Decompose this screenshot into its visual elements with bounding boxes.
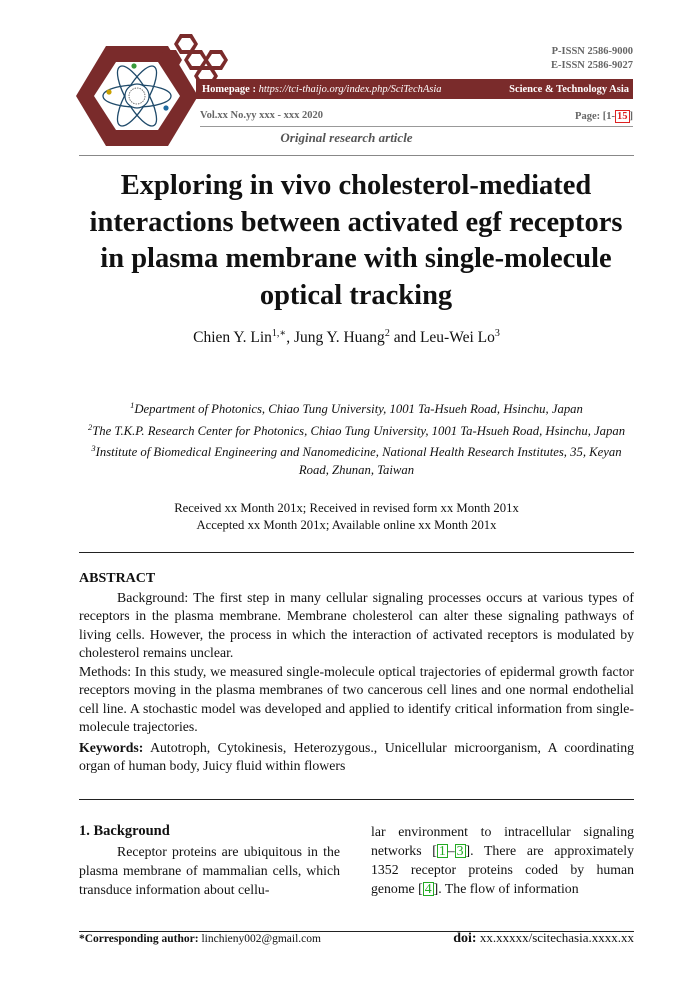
affiliation-mark: 1 <box>130 400 135 410</box>
keywords-text: Autotroph, Cytokinesis, Heterozygous., Unicellular microorganism, A coordinating organ of human body, Juicy fluid within flowers <box>79 739 634 773</box>
affiliation-text: Department of Photonics, Chiao Tung University, 1001 Ta-Hsueh Road, Hsinchu, Japan <box>134 402 583 417</box>
title-line: interactions between activated egf receptors <box>89 206 623 238</box>
author-name: Leu-Wei Lo <box>419 329 495 347</box>
article-type: Original research article <box>280 130 413 145</box>
body-text: lar environment to intracellular signaling networks [ <box>371 824 634 858</box>
body-text: ]. The flow of information <box>433 881 579 896</box>
author-name: Jung Y. Huang <box>293 329 385 347</box>
affiliation-text: The T.K.P. Research Center for Photonics, Chiao Tung University, 1001 Ta-Hsueh Road, Hsinchu, Japan <box>92 423 626 438</box>
body-paragraph <box>371 822 634 898</box>
header-rule <box>79 155 634 156</box>
doi-label: doi: <box>453 931 477 946</box>
affiliation-mark: 3 <box>91 443 96 454</box>
issn-block <box>551 45 633 73</box>
corresponding-email[interactable]: linchieny002@gmail.com <box>198 933 321 945</box>
author-affil-mark: 3 <box>494 328 500 339</box>
page-range <box>575 110 633 123</box>
abstract <box>79 570 634 776</box>
title-line: optical tracking <box>259 279 453 311</box>
page-range-label: Page: [1- <box>575 111 615 122</box>
corresponding-label: *Corresponding author: <box>79 933 199 945</box>
affiliation-mark: 2 <box>87 421 93 432</box>
affiliations <box>79 397 634 480</box>
homepage-label: Homepage : <box>202 83 256 95</box>
abstract-methods: Methods: In this study, we measured single-molecule optical trajectories of epidermal growth factor receptors moving in the plasma membranes of two cancerous cell lines and one normal endothelial cell line. A stochastic model was developed and applied to identify critical information from single-molecule trajectories. <box>79 663 634 734</box>
author-name: Chien Y. Lin <box>193 329 272 347</box>
body-column-right <box>371 822 634 898</box>
keywords <box>79 739 634 776</box>
homepage-banner <box>196 79 633 99</box>
author-affil-mark: 1,∗ <box>271 328 287 339</box>
abstract-heading: ABSTRACT <box>79 571 156 586</box>
paper-title <box>60 168 652 314</box>
author-list <box>0 328 693 347</box>
e-issn: E-ISSN 2586-9027 <box>551 60 633 71</box>
citation-link-4[interactable]: 4 <box>424 881 432 896</box>
article-dates <box>0 500 693 534</box>
journal-name: Science & Technology Asia <box>509 83 629 95</box>
keywords-label: Keywords: <box>79 739 144 755</box>
body-column-left <box>79 822 340 899</box>
date-line: Received xx Month 201x; Received in revised form xx Month 201x <box>174 501 519 515</box>
title-line: in plasma membrane with single-molecule <box>100 243 612 274</box>
author-affil-mark: 2 <box>384 328 390 339</box>
volume-rule <box>200 126 633 127</box>
volume-info: Vol.xx No.yy xxx - xxx 2020 <box>200 110 323 121</box>
citation-dash: – <box>447 843 455 858</box>
doi-value[interactable]: xx.xxxxx/scitechasia.xxxx.xx <box>476 930 634 945</box>
doi <box>453 930 634 947</box>
title-line: Exploring in vivo cholesterol-mediated <box>120 170 592 201</box>
affiliation <box>79 419 634 441</box>
author-separator: , <box>286 329 294 347</box>
date-line: Accepted xx Month 201x; Available online xx Month 201x <box>196 518 497 532</box>
abstract-bottom-rule <box>79 799 634 800</box>
citation-link-1[interactable]: 1 <box>438 843 446 858</box>
page-last-link[interactable]: 15 <box>617 111 628 122</box>
p-issn: P-ISSN 2586-9000 <box>551 46 633 57</box>
abstract-background: Background: The first step in many cellular signaling processes occurs at various types of receptors in the plasma membrane. Membrane cholesterol can alter these signaling pathways of living cells. However, the process in which the interaction of activated receptors is modulated by cholesterol remains unclear. <box>79 589 634 660</box>
homepage-link[interactable]: https://tci-thaijo.org/index.php/SciTechAsia <box>258 83 442 95</box>
abstract-top-rule <box>79 552 634 553</box>
volume-line <box>200 110 633 123</box>
corresponding-author <box>79 933 321 945</box>
affiliation <box>79 440 634 479</box>
affiliation-text: Institute of Biomedical Engineering and Nanomedicine, National Health Research Institutes, 35, Keyan Road, Zhunan, Taiwan <box>95 445 622 478</box>
body-text: ]. There are approximately 1352 receptor proteins coded by human genome [ <box>371 843 634 896</box>
author-separator: and <box>389 329 420 347</box>
body-paragraph: Receptor proteins are ubiquitous in the plasma membrane of mammalian cells, which transduce information about cellu- <box>79 844 340 897</box>
page-range-close: ] <box>629 111 633 122</box>
homepage <box>202 84 442 95</box>
affiliation <box>79 397 634 419</box>
citation-link-3[interactable]: 3 <box>456 843 464 858</box>
section-heading: 1. Background <box>79 823 170 839</box>
